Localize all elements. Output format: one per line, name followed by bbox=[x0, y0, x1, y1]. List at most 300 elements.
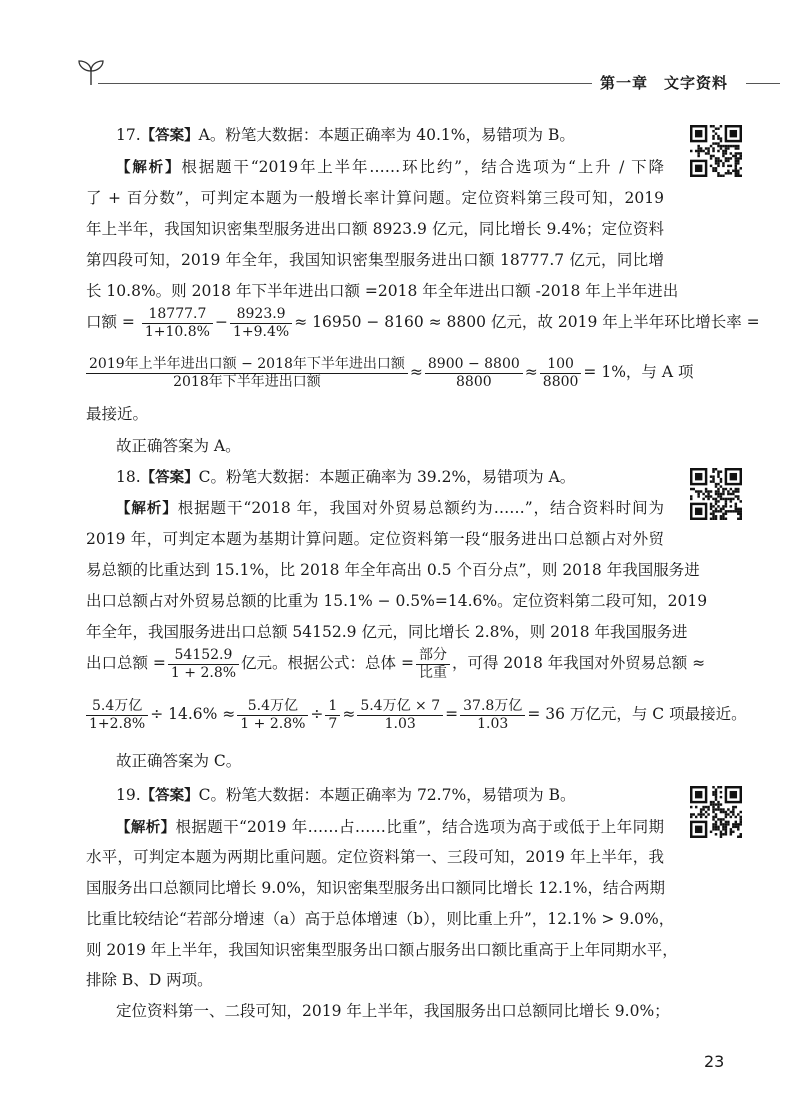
qr-module bbox=[725, 828, 727, 830]
qr-finder bbox=[695, 508, 702, 515]
qr-code-icon[interactable] bbox=[690, 125, 742, 177]
qr-module bbox=[720, 510, 722, 512]
qr-finder bbox=[730, 130, 737, 137]
qr-module bbox=[720, 137, 722, 139]
qr-module bbox=[737, 518, 739, 520]
qr-module bbox=[722, 175, 724, 177]
qr-module bbox=[697, 152, 699, 154]
qr-module bbox=[732, 490, 734, 492]
qr-module bbox=[730, 145, 732, 147]
qr-module bbox=[717, 490, 719, 492]
qr-module bbox=[722, 818, 724, 820]
qr-module bbox=[737, 170, 739, 172]
qr-module bbox=[717, 505, 719, 507]
qr-module bbox=[727, 510, 729, 512]
qr-module bbox=[712, 470, 714, 472]
qr-module bbox=[727, 157, 729, 159]
qr-module bbox=[722, 808, 724, 810]
qr-module bbox=[740, 508, 742, 510]
qr-module bbox=[727, 160, 729, 162]
qr-module bbox=[717, 786, 719, 788]
qr-module bbox=[737, 508, 739, 510]
qr-module bbox=[710, 831, 712, 833]
qr-module bbox=[712, 818, 714, 820]
qr-module bbox=[732, 170, 734, 172]
qr-module bbox=[695, 806, 697, 808]
qr-module bbox=[707, 806, 709, 808]
q17-explain-line: 【解析】根据题干“2019年上半年……环比约”，结合选项为“上升 / 下降 bbox=[116, 158, 665, 176]
qr-module bbox=[725, 488, 727, 490]
qr-module bbox=[717, 500, 719, 502]
qr-module bbox=[737, 147, 739, 149]
qr-module bbox=[697, 150, 699, 152]
qr-module bbox=[712, 513, 714, 515]
qr-module bbox=[722, 518, 724, 520]
qr-module bbox=[720, 470, 722, 472]
qr-module bbox=[740, 152, 742, 154]
qr-module bbox=[725, 152, 727, 154]
text-line: 排除 B、D 两项。 bbox=[86, 971, 213, 989]
qr-module bbox=[722, 823, 724, 825]
qr-module bbox=[712, 826, 714, 828]
qr-module bbox=[737, 175, 739, 177]
qr-module bbox=[717, 135, 719, 137]
denominator: 1.03 bbox=[477, 715, 509, 732]
qr-module bbox=[715, 510, 717, 512]
qr-finder bbox=[695, 826, 702, 833]
qr-module bbox=[722, 162, 724, 164]
qr-module bbox=[707, 813, 709, 815]
qr-module bbox=[717, 470, 719, 472]
qr-module bbox=[715, 490, 717, 492]
qr-module bbox=[737, 513, 739, 515]
qr-module bbox=[720, 518, 722, 520]
qr-module bbox=[720, 480, 722, 482]
qr-module bbox=[727, 493, 729, 495]
qr-module bbox=[735, 490, 737, 492]
qr-module bbox=[737, 160, 739, 162]
qr-module bbox=[737, 828, 739, 830]
qr-module bbox=[717, 801, 719, 803]
qr-module bbox=[697, 813, 699, 815]
qr-module bbox=[717, 808, 719, 810]
qr-module bbox=[737, 162, 739, 164]
qr-module bbox=[712, 793, 714, 795]
qr-module bbox=[712, 801, 714, 803]
denominator: 比重 bbox=[418, 664, 447, 681]
qr-module bbox=[707, 493, 709, 495]
qr-module bbox=[720, 786, 722, 788]
qr-module bbox=[725, 150, 727, 152]
qr-module bbox=[717, 495, 719, 497]
qr-module bbox=[735, 503, 737, 505]
qr-module bbox=[712, 155, 714, 157]
qr-module bbox=[715, 833, 717, 835]
qr-module bbox=[725, 505, 727, 507]
qr-module bbox=[725, 510, 727, 512]
qr-module bbox=[720, 495, 722, 497]
qr-module bbox=[730, 165, 732, 167]
fraction bbox=[416, 647, 450, 682]
qr-module bbox=[717, 806, 719, 808]
qr-module bbox=[707, 495, 709, 497]
qr-module bbox=[730, 833, 732, 835]
qr-module bbox=[732, 813, 734, 815]
qr-module bbox=[712, 510, 714, 512]
qr-module bbox=[715, 798, 717, 800]
text-line: 2019 年，可判定本题为基期计算问题。定位资料第一段“服务进出口总额占对外贸 bbox=[86, 530, 664, 548]
qr-module bbox=[720, 160, 722, 162]
text-line: 第四段可知，2019 年全年，我国知识密集型服务进出口额 18777.7 亿元，同比增 bbox=[86, 251, 664, 269]
qr-module bbox=[735, 816, 737, 818]
qr-module bbox=[717, 145, 719, 147]
qr-code-icon[interactable] bbox=[690, 786, 742, 838]
qr-module bbox=[735, 510, 737, 512]
qr-module bbox=[732, 808, 734, 810]
qr-finder bbox=[695, 165, 702, 172]
header-rule bbox=[98, 83, 592, 84]
qr-module bbox=[707, 498, 709, 500]
qr-module bbox=[692, 488, 694, 490]
qr-module bbox=[720, 125, 722, 127]
conclusion-line: 故正确答案为 A。 bbox=[116, 437, 241, 455]
qr-module bbox=[715, 167, 717, 169]
qr-module bbox=[732, 493, 734, 495]
qr-module bbox=[735, 806, 737, 808]
qr-module bbox=[710, 125, 712, 127]
qr-module bbox=[725, 503, 727, 505]
qr-module bbox=[720, 821, 722, 823]
qr-module bbox=[690, 813, 692, 815]
qr-module bbox=[725, 498, 727, 500]
qr-module bbox=[700, 813, 702, 815]
qr-module bbox=[720, 811, 722, 813]
qr-module bbox=[737, 510, 739, 512]
qr-module bbox=[725, 821, 727, 823]
qr-module bbox=[715, 793, 717, 795]
qr-module bbox=[730, 488, 732, 490]
qr-module bbox=[740, 833, 742, 835]
qr-module bbox=[732, 806, 734, 808]
answer-tag: 【答案】 bbox=[140, 470, 199, 486]
qr-module bbox=[730, 828, 732, 830]
qr-module bbox=[720, 796, 722, 798]
qr-module bbox=[720, 493, 722, 495]
qr-module bbox=[722, 152, 724, 154]
qr-module bbox=[735, 157, 737, 159]
qr-module bbox=[715, 170, 717, 172]
qr-module bbox=[720, 508, 722, 510]
qr-module bbox=[700, 150, 702, 152]
qr-module bbox=[737, 813, 739, 815]
qr-module bbox=[690, 150, 692, 152]
text-line: 出口总额占对外贸易总额的比重为 15.1% − 0.5%=14.6%。定位资料第二段可知，2019 bbox=[86, 592, 708, 610]
qr-module bbox=[717, 162, 719, 164]
qr-module bbox=[692, 813, 694, 815]
qr-module bbox=[735, 162, 737, 164]
qr-module bbox=[722, 811, 724, 813]
qr-module bbox=[737, 157, 739, 159]
denominator: 7 bbox=[328, 715, 338, 732]
qr-module bbox=[737, 488, 739, 490]
qr-module bbox=[717, 142, 719, 144]
qr-module bbox=[715, 823, 717, 825]
qr-module bbox=[715, 157, 717, 159]
qr-module bbox=[720, 498, 722, 500]
qr-module bbox=[720, 515, 722, 517]
numerator: 54152.9 bbox=[168, 647, 239, 665]
qr-module bbox=[732, 510, 734, 512]
qr-module bbox=[725, 160, 727, 162]
qr-module bbox=[710, 475, 712, 477]
qr-module bbox=[735, 826, 737, 828]
qr-module bbox=[712, 147, 714, 149]
qr-module bbox=[730, 157, 732, 159]
text-line: 最接近。 bbox=[86, 405, 149, 423]
numerator: 18777.7 bbox=[142, 306, 213, 324]
q18-explain-line: 【解析】根据题干“2018 年，我国对外贸易总额约为……”，结合资料时间为 bbox=[116, 499, 665, 517]
qr-module bbox=[712, 137, 714, 139]
qr-module bbox=[737, 826, 739, 828]
qr-module bbox=[715, 503, 717, 505]
qr-module bbox=[715, 813, 717, 815]
numerator: 5.4万亿 bbox=[86, 698, 148, 716]
qr-module bbox=[725, 833, 727, 835]
qr-module bbox=[717, 826, 719, 828]
numerator: 5.4万亿 bbox=[237, 698, 308, 716]
fraction bbox=[168, 647, 239, 682]
fraction bbox=[357, 698, 443, 733]
qr-module bbox=[705, 816, 707, 818]
qr-module bbox=[717, 493, 719, 495]
qr-module bbox=[727, 170, 729, 172]
qr-module bbox=[732, 823, 734, 825]
text-line: 年全年，我国服务进出口总额 54152.9 亿元，同比增长 2.8%，则 2018 年我国服务进 bbox=[86, 623, 688, 641]
qr-module bbox=[722, 493, 724, 495]
qr-module bbox=[722, 165, 724, 167]
formula-line: 口额 = $\frac{18777.7}{1+10.8\%}$ − $\frac{8923.9}{1+9.4\%}$ ≈ 16950 − 8160 ≈ 8800 亿元，故 2019 年上半年环比增长率 = bbox=[86, 305, 760, 340]
qr-module bbox=[725, 145, 727, 147]
qr-module bbox=[697, 145, 699, 147]
qr-module bbox=[722, 515, 724, 517]
qr-module bbox=[712, 791, 714, 793]
qr-module bbox=[740, 816, 742, 818]
explain-tag: 【解析】 bbox=[116, 820, 176, 836]
qr-module bbox=[715, 828, 717, 830]
qr-module bbox=[735, 495, 737, 497]
text-line: 水平，可判定本题为两期比重问题。定位资料第一、三段可知，2019 年上半年，我 bbox=[86, 848, 664, 866]
qr-module bbox=[715, 483, 717, 485]
qr-module bbox=[717, 172, 719, 174]
fraction bbox=[325, 698, 340, 733]
denominator: 8800 bbox=[542, 373, 579, 390]
qr-module bbox=[725, 157, 727, 159]
qr-module bbox=[720, 147, 722, 149]
qr-module bbox=[697, 155, 699, 157]
qr-module bbox=[695, 816, 697, 818]
qr-module bbox=[715, 826, 717, 828]
denominator: 1 + 2.8% bbox=[240, 715, 306, 732]
qr-module bbox=[712, 125, 714, 127]
qr-module bbox=[727, 823, 729, 825]
qr-module bbox=[737, 172, 739, 174]
qr-module bbox=[715, 508, 717, 510]
qr-module bbox=[727, 813, 729, 815]
explain-tag: 【解析】 bbox=[116, 501, 178, 517]
qr-module bbox=[727, 821, 729, 823]
qr-module bbox=[705, 490, 707, 492]
qr-module bbox=[722, 513, 724, 515]
q18-answer-line: 18.【答案】C。粉笔大数据：本题正确率为 39.2%，易错项为 A。 bbox=[116, 468, 576, 486]
qr-module bbox=[720, 833, 722, 835]
header-rule-tail bbox=[746, 83, 780, 84]
denominator: 8800 bbox=[456, 373, 492, 390]
qr-module bbox=[707, 490, 709, 492]
qr-module bbox=[725, 826, 727, 828]
qr-module bbox=[707, 150, 709, 152]
qr-module bbox=[712, 828, 714, 830]
qr-module bbox=[725, 813, 727, 815]
conclusion-line: 故正确答案为 C。 bbox=[116, 752, 242, 770]
qr-module bbox=[712, 150, 714, 152]
qr-module bbox=[720, 823, 722, 825]
qr-module bbox=[720, 478, 722, 480]
qr-module bbox=[735, 170, 737, 172]
qr-module bbox=[705, 495, 707, 497]
chapter-title: 第一章 文字资料 bbox=[600, 74, 729, 92]
qr-module bbox=[705, 811, 707, 813]
qr-module bbox=[715, 127, 717, 129]
qr-finder bbox=[730, 791, 737, 798]
qr-module bbox=[710, 495, 712, 497]
qr-module bbox=[735, 155, 737, 157]
qr-module bbox=[735, 160, 737, 162]
qr-module bbox=[717, 137, 719, 139]
qr-module bbox=[725, 172, 727, 174]
qr-module bbox=[732, 498, 734, 500]
qr-module bbox=[725, 823, 727, 825]
qr-module bbox=[710, 803, 712, 805]
qr-module bbox=[737, 490, 739, 492]
qr-module bbox=[690, 816, 692, 818]
qr-module bbox=[712, 803, 714, 805]
qr-module bbox=[740, 157, 742, 159]
qr-module bbox=[722, 505, 724, 507]
qr-module bbox=[730, 500, 732, 502]
qr-module bbox=[722, 833, 724, 835]
qr-module bbox=[710, 480, 712, 482]
qr-module bbox=[712, 816, 714, 818]
qr-module bbox=[725, 811, 727, 813]
qr-module bbox=[722, 490, 724, 492]
qr-module bbox=[717, 483, 719, 485]
qr-module bbox=[707, 147, 709, 149]
qr-module bbox=[705, 147, 707, 149]
q19-explain-line: 【解析】根据题干“2019 年……占……比重”，结合选项为高于或低于上年同期 bbox=[116, 818, 665, 836]
qr-module bbox=[712, 135, 714, 137]
formula-line: 出口总额 = $\frac{54152.9}{1 + 2.8\%}$ 亿元。根据公式：总体 = $\frac{\text{部分}}{\text{比重}}$ ，可得 2018 年我国对外贸易总额 ≈ bbox=[86, 646, 706, 681]
text-line: 定位资料第一、二段可知，2019 年上半年，我国服务出口总额同比增长 9.0%； bbox=[116, 1002, 670, 1020]
qr-module bbox=[720, 175, 722, 177]
qr-module bbox=[700, 811, 702, 813]
text-line: 易总额的比重达到 15.1%，比 2018 年全年高出 0.5 个百分点”，则 2018 年我国服务进 bbox=[86, 561, 700, 579]
text-line: 国服务出口总额同比增长 9.0%，知识密集型服务出口额同比增长 12.1%，结合两期 bbox=[86, 879, 665, 897]
text-line: 了 + 百分数”，可判定本题为一般增长率计算问题。定位资料第三段可知，2019 bbox=[86, 189, 664, 207]
qr-module bbox=[712, 468, 714, 470]
qr-module bbox=[712, 130, 714, 132]
fraction bbox=[460, 698, 525, 733]
qr-module bbox=[735, 175, 737, 177]
qr-module bbox=[737, 495, 739, 497]
qr-module bbox=[737, 498, 739, 500]
denominator: 1+9.4% bbox=[232, 323, 290, 340]
qr-module bbox=[715, 788, 717, 790]
q17-answer-line: 17.【答案】A。粉笔大数据：本题正确率为 40.1%，易错项为 B。 bbox=[116, 126, 575, 144]
qr-module bbox=[712, 505, 714, 507]
qr-module bbox=[735, 508, 737, 510]
qr-module bbox=[722, 155, 724, 157]
qr-module bbox=[712, 806, 714, 808]
qr-module bbox=[717, 175, 719, 177]
numerator: 5.4万亿 × 7 bbox=[357, 698, 443, 716]
qr-module bbox=[715, 821, 717, 823]
qr-module bbox=[712, 515, 714, 517]
qr-module bbox=[722, 498, 724, 500]
qr-module bbox=[710, 157, 712, 159]
qr-module bbox=[715, 160, 717, 162]
qr-module bbox=[697, 490, 699, 492]
qr-module bbox=[712, 475, 714, 477]
qr-module bbox=[730, 816, 732, 818]
qr-module bbox=[717, 803, 719, 805]
answer-tag: 【答案】 bbox=[140, 128, 199, 144]
qr-module bbox=[727, 145, 729, 147]
qr-module bbox=[715, 796, 717, 798]
qr-module bbox=[727, 498, 729, 500]
qr-finder bbox=[695, 473, 702, 480]
text-line: 长 10.8%。则 2018 年下半年进出口额 =2018 年全年进出口额 -2018 年上半年进出 bbox=[86, 282, 679, 300]
qr-module bbox=[702, 808, 704, 810]
qr-module bbox=[717, 473, 719, 475]
fraction bbox=[540, 356, 582, 391]
qr-module bbox=[730, 493, 732, 495]
qr-module bbox=[722, 828, 724, 830]
qr-code-icon[interactable] bbox=[690, 468, 742, 520]
qr-module bbox=[735, 821, 737, 823]
fraction bbox=[237, 698, 308, 733]
denominator: 1.03 bbox=[384, 715, 416, 732]
answer-tag: 【答案】 bbox=[140, 788, 199, 804]
qr-module bbox=[725, 831, 727, 833]
qr-module bbox=[725, 500, 727, 502]
qr-module bbox=[702, 150, 704, 152]
qr-module bbox=[717, 165, 719, 167]
qr-module bbox=[732, 155, 734, 157]
qr-module bbox=[710, 508, 712, 510]
qr-module bbox=[705, 152, 707, 154]
qr-module bbox=[715, 485, 717, 487]
q19-answer-line: 19.【答案】C。粉笔大数据：本题正确率为 72.7%，易错项为 B。 bbox=[116, 786, 576, 804]
qr-module bbox=[717, 157, 719, 159]
qr-module bbox=[735, 152, 737, 154]
qr-module bbox=[737, 823, 739, 825]
qr-module bbox=[705, 806, 707, 808]
qr-module bbox=[715, 498, 717, 500]
qr-module bbox=[710, 505, 712, 507]
qr-module bbox=[735, 147, 737, 149]
qr-module bbox=[712, 170, 714, 172]
qr-module bbox=[730, 172, 732, 174]
